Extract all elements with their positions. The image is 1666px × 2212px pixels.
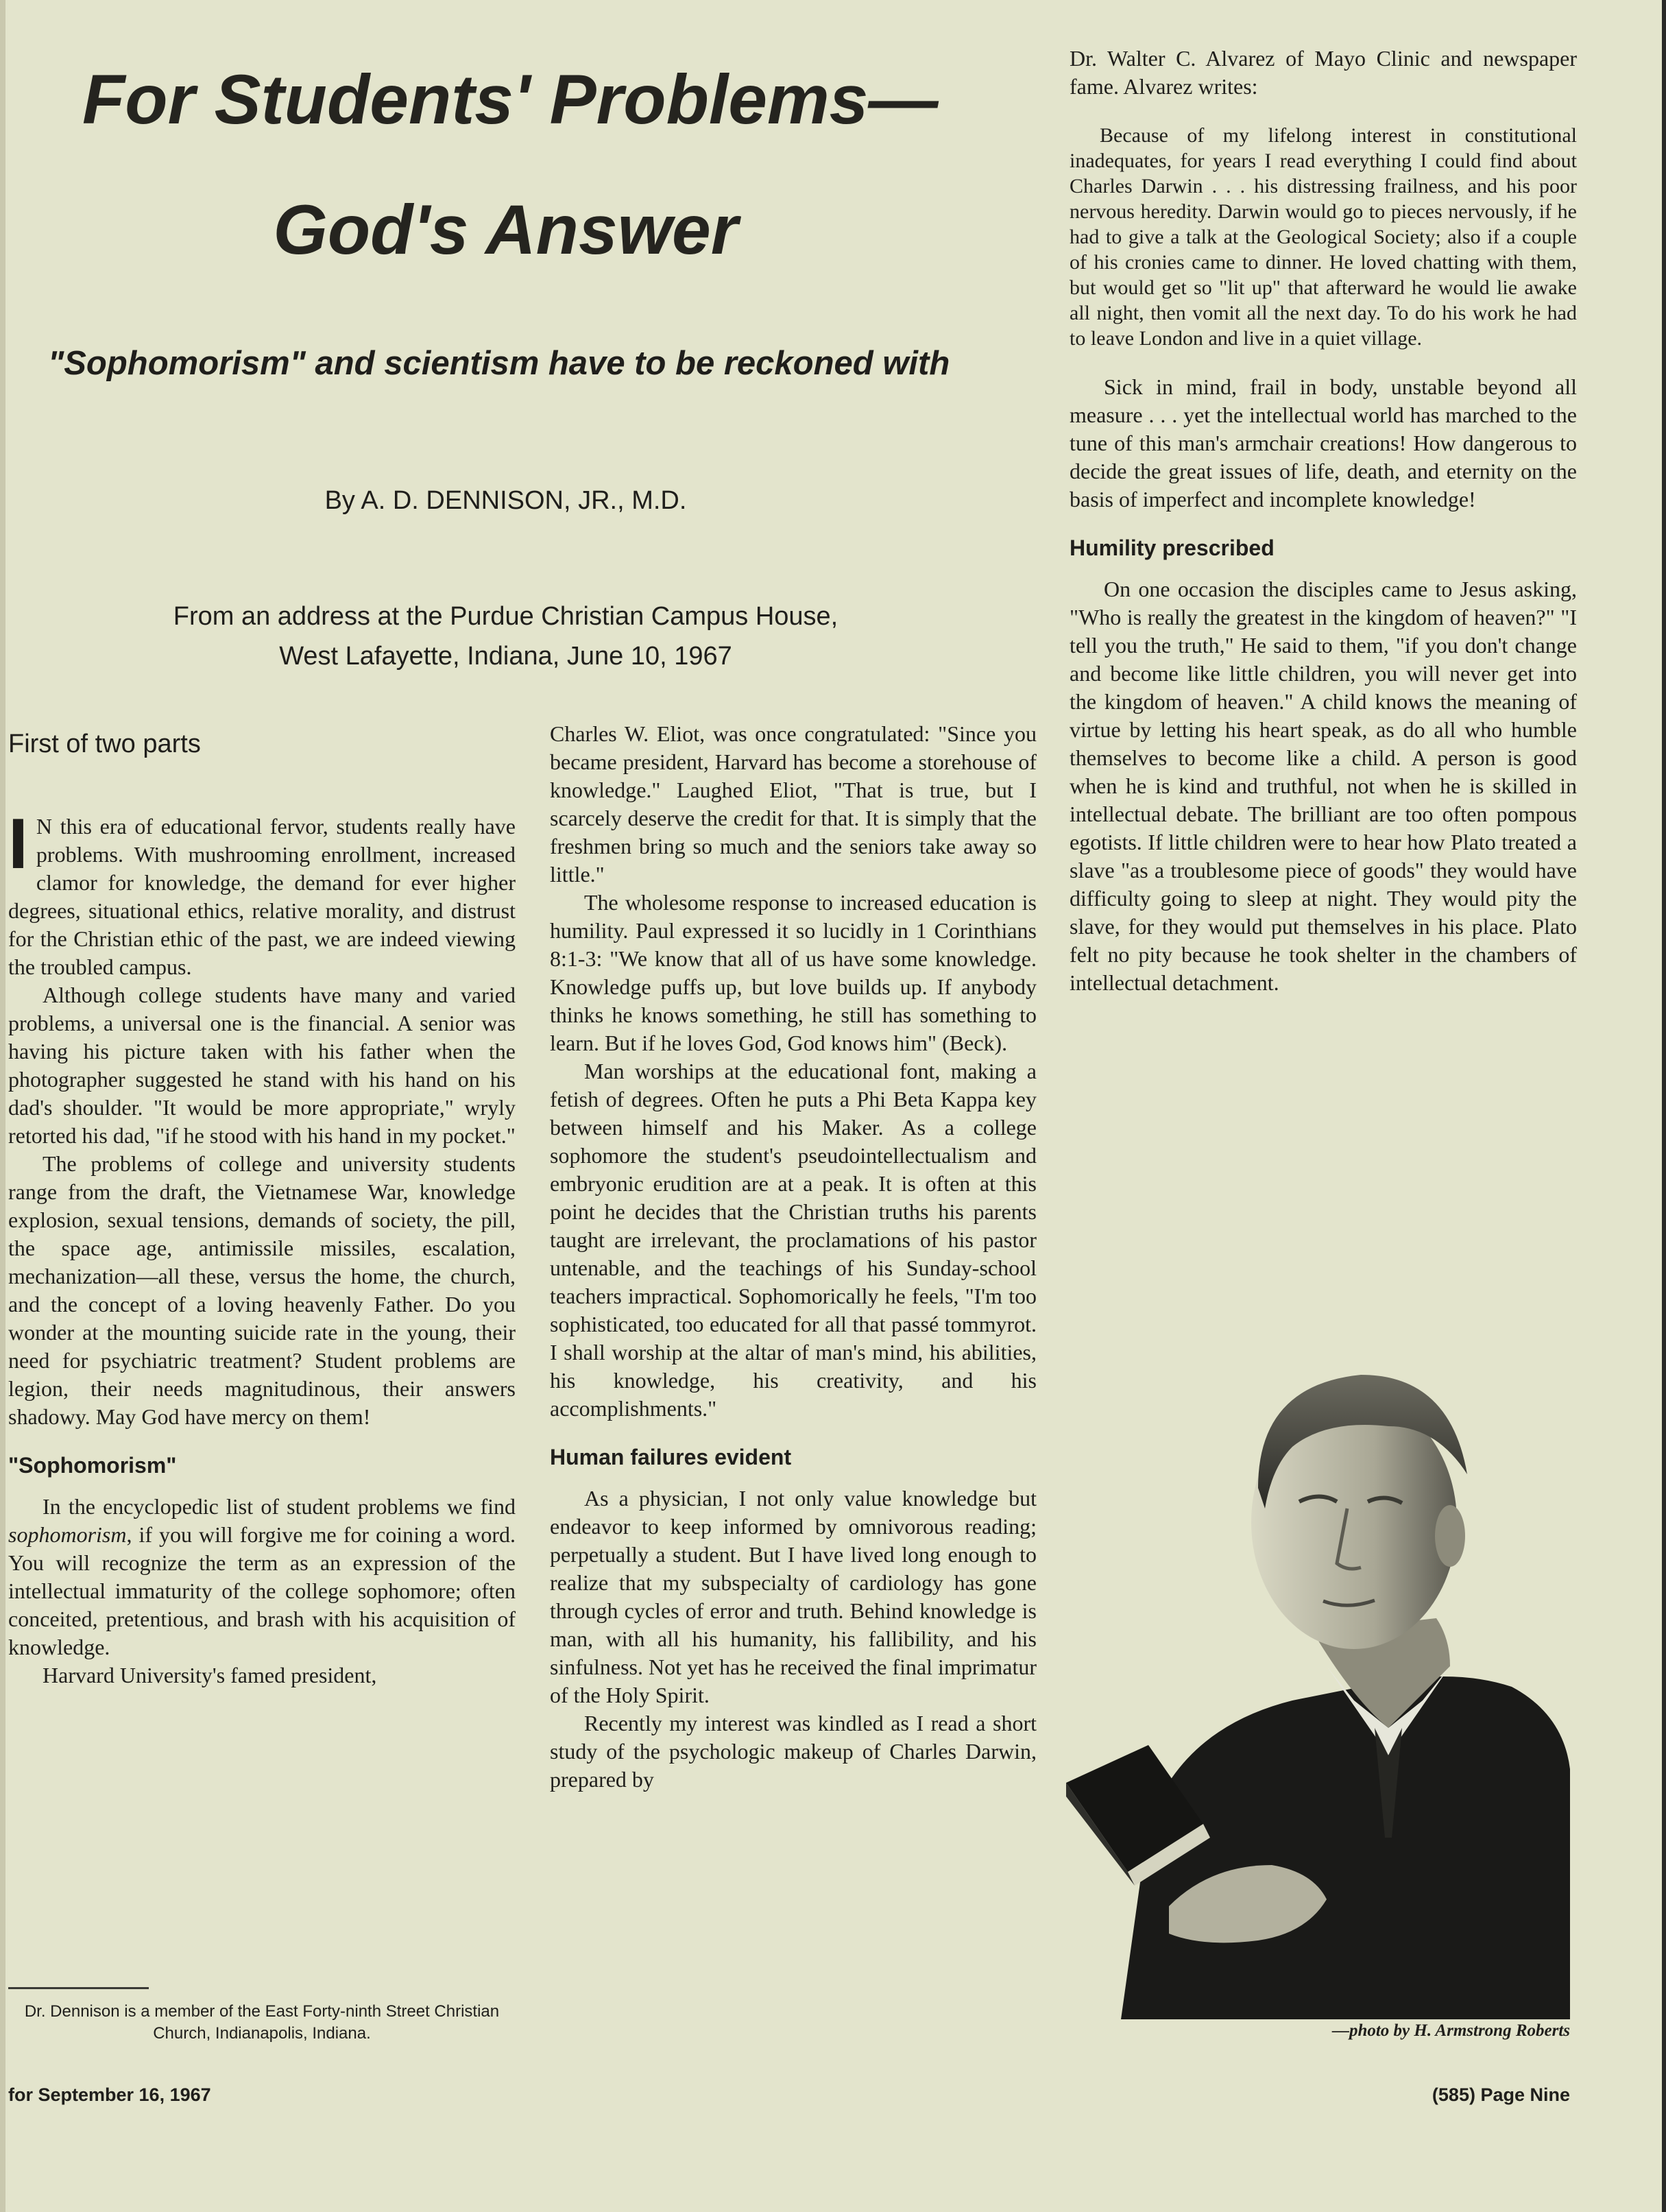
article-subtitle: "Sophomorism" and scientism have to be reckoned with bbox=[48, 345, 950, 382]
block-quote-alvarez bbox=[1070, 123, 1577, 351]
student-photo bbox=[1066, 1344, 1570, 2019]
author-footnote: Dr. Dennison is a member of the East Forty-ninth Street Christian Church, Indianapolis, Indiana. bbox=[24, 2002, 500, 2043]
paragraph-2: Although college students have many and varied problems, a universal one is the financial. A senior was having his picture taken with his father when the photographer suggested he stand with his hand on his dad's shoulder. "It would be more appropriate," wryly retorted his dad, "if he stood with his hand in my pocket." bbox=[8, 983, 516, 1148]
paragraph-4-italic: sophomorism bbox=[8, 1522, 127, 1547]
paragraph-4-text-a: In the encyclopedic list of student problems we find bbox=[43, 1494, 516, 1519]
byline: By A. D. DENNISON, JR., M.D. bbox=[324, 486, 687, 515]
column-2 bbox=[550, 720, 1037, 1794]
part-label: First of two parts bbox=[8, 730, 201, 758]
paragraph-col3-1: Dr. Walter C. Alvarez of Mayo Clinic and newspaper fame. Alvarez writes: bbox=[1070, 46, 1577, 99]
article-title-line1: For Students' Problems— bbox=[82, 60, 939, 139]
footer-page-number: (585) Page Nine bbox=[1432, 2084, 1570, 2105]
page-edge-right bbox=[1662, 0, 1666, 2212]
subhead-human-failures: Human failures evident bbox=[550, 1445, 792, 1469]
subhead-sophomorism: "Sophomorism" bbox=[8, 1453, 177, 1478]
column-3 bbox=[1070, 45, 1577, 997]
paragraph-col2-5: Recently my interest was kindled as I read a short study of the psychologic makeup of Charles Darwin, prepared by bbox=[550, 1711, 1037, 1792]
column-1 bbox=[8, 804, 516, 1690]
page-edge-shadow bbox=[0, 0, 5, 2212]
paragraph-col3-2: Sick in mind, frail in body, unstable beyond all measure . . . yet the intellectual world has marched to the tune of this man's armchair creations! How dangerous to decide the great issues of life, death, and eternity on the basis of imperfect and incomplete knowledge! bbox=[1070, 374, 1577, 512]
quote-text: Because of my lifelong interest in constitutional inadequates, for years I read everything I could find about Charles Darwin . . . his distressing frailness, and his poor nervous heredity. Darwin would go to pieces nervously, if he had to give a talk at the Geological Society; also if a couple of his cronies came to dinner. He loved chatting with them, but would get so "lit up" that afterward he would lie awake all night, then vomit all the next day. To do his work he had to leave London and live in a quiet village. bbox=[1070, 124, 1577, 350]
paragraph-4-text-b: , if you will forgive me for coining a word. You will recognize the term as an expression of the intellectual immaturity of the college sophomore; often conceited, pretentious, and brash with his acquisition of knowledge. bbox=[8, 1522, 516, 1659]
paragraph-1-text: N this era of educational fervor, students really have problems. With mushrooming enrollment, increased clamor for knowledge, the demand for ever higher degrees, situational ethics, relative morality, and distrust for the Christian ethic of the past, we are indeed viewing the troubled campus. bbox=[8, 814, 516, 979]
source-note bbox=[0, 597, 1011, 676]
student-with-bible-illustration bbox=[1066, 1344, 1570, 2019]
drop-cap: I bbox=[8, 804, 28, 884]
source-line-2: West Lafayette, Indiana, June 10, 1967 bbox=[279, 642, 732, 671]
paragraph-col2-1: Charles W. Eliot, was once congratulated: "Since you became president, Harvard has become a storehouse of knowledge." Laughed Eliot, "That is true, but I scarcely deserve the credit for that. It is simply that the freshmen bring so much and the seniors take away so little." bbox=[550, 721, 1037, 887]
footer-date: for September 16, 1967 bbox=[8, 2084, 211, 2105]
paragraph-col2-3: Man worships at the educational font, making a fetish of degrees. Often he puts a Phi Beta Kappa key between himself and his Maker. As a college sophomore the student's pseudointellectualism and embryonic erudition are at a peak. It is often at this point he decides that the Christian truths his parents taught are irrelevant, the proclamations of his pastor untenable, and the teachings of his Sunday-school teachers impractical. Sophomorically he feels, "I'm too sophisticated, too educated for all that passé tommyrot. I shall worship at the altar of man's mind, his abilities, his knowledge, his creativity, and his accomplishments." bbox=[550, 1059, 1037, 1421]
article-title-line2: God's Answer bbox=[273, 191, 738, 269]
source-line-1: From an address at the Purdue Christian Campus House, bbox=[173, 602, 838, 631]
paragraph-1 bbox=[8, 804, 516, 981]
paragraph-col3-3: On one occasion the disciples came to Jesus asking, "Who is really the greatest in the kingdom of heaven?" "I tell you the truth," He said to them, "if you don't change and become like little children, you will never get into the kingdom of heaven." A child knows the meaning of virtue by letting his heart speak, as do all who humble themselves to become like a child. A person is good when he is kind and truthful, not when he is skilled in intellectual debate. The brilliant are too often pompous egotists. If little children were to hear how Plato treated a slave "as a troublesome piece of goods" they would have difficulty going to sleep at night. They would pity the slave, for they would put themselves in his place. Plato felt no pity because he took shelter in the chambers of intellectual detachment. bbox=[1070, 577, 1577, 995]
paragraph-4 bbox=[8, 1493, 516, 1661]
paragraph-3: The problems of college and university students range from the draft, the Vietnamese War, knowledge explosion, sexual tensions, demands of society, the pill, the space age, antimissile missiles, escalation, mechanization—all these, versus the home, the church, and the concept of a loving heavenly Father. Do you wonder at the mounting suicide rate in the young, their need for psychiatric treatment? Student problems are legion, their needs magnitudinous, their answers shadowy. May God have mercy on them! bbox=[8, 1151, 516, 1429]
paragraph-5: Harvard University's famed president, bbox=[43, 1663, 377, 1687]
photo-credit: —photo by H. Armstrong Roberts bbox=[1331, 2021, 1570, 2040]
paragraph-col2-4: As a physician, I not only value knowledge but endeavor to keep informed by omnivorous reading; perpetually a student. But I have lived long enough to realize that my subspecialty of cardiology has gone through cycles of error and truth. Behind knowledge is man, with all his humanity, his fallibility, and his sinfulness. Not yet has he received the final imprimatur of the Holy Spirit. bbox=[550, 1486, 1037, 1707]
paragraph-col2-2: The wholesome response to increased education is humility. Paul expressed it so lucidly in 1 Corinthians 8:1-3: "We know that all of us have some knowledge. Knowledge puffs up, but love builds up. If anybody thinks he knows something, he still has something to learn. But if he loves God, God knows him" (Beck). bbox=[550, 890, 1037, 1055]
subhead-humility: Humility prescribed bbox=[1070, 536, 1275, 560]
footnote-rule bbox=[8, 1987, 149, 1989]
